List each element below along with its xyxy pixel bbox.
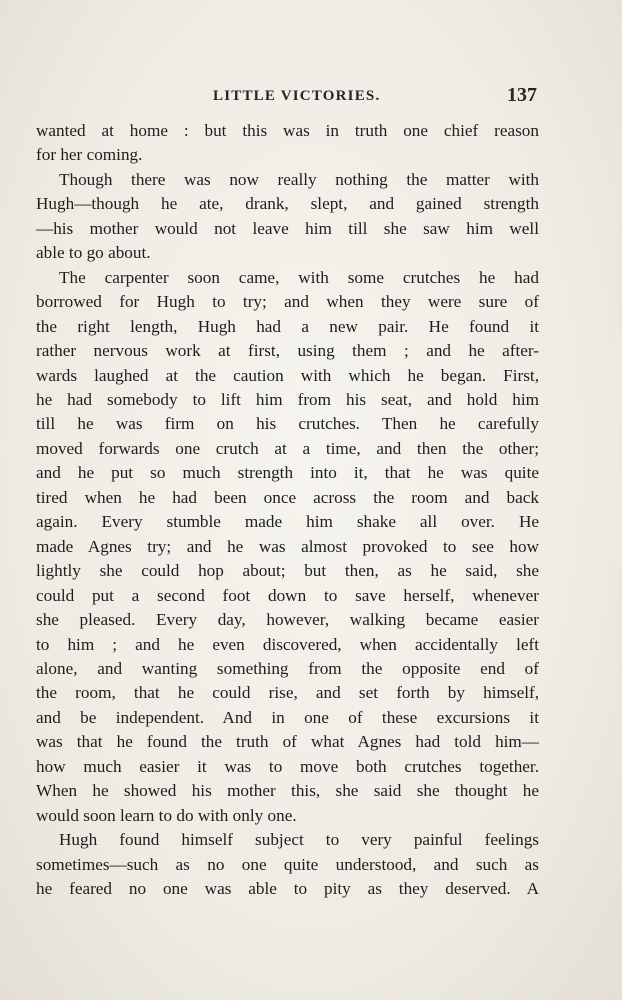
- text-line: how much easier it was to move both crutches together.: [36, 756, 539, 776]
- paragraph: [36, 168, 539, 266]
- text-line: the room, that he could rise, and set forth by himself,: [36, 683, 539, 703]
- running-head: LITTLE VICTORIES.: [213, 88, 381, 104]
- text-line: rather nervous work at first, using them ; and he after-: [36, 341, 539, 361]
- page-number: 137: [507, 84, 537, 106]
- text-line: —his mother would not leave him till she saw him well: [36, 218, 539, 238]
- text-line: wanted at home : but this was in truth one chief reason: [36, 121, 539, 140]
- text-line: lightly she could hop about; but then, as he said, she: [36, 561, 539, 581]
- text-line: and be independent. And in one of these excursions it: [36, 707, 539, 727]
- text-line: he feared no one was able to pity as they deserved. A: [36, 879, 539, 899]
- text-line: Though there was now really nothing the matter with: [59, 169, 539, 189]
- text-line: Hugh—though he ate, drank, slept, and gained strength: [36, 194, 539, 214]
- text-line: alone, and wanting something from the opposite end of: [36, 658, 539, 678]
- paragraph: [36, 828, 539, 901]
- text-line: for her coming.: [36, 145, 143, 165]
- text-line: she pleased. Every day, however, walking became easier: [36, 610, 539, 630]
- text-line: was that he found the truth of what Agnes had told him—: [36, 732, 539, 752]
- page-header: [36, 84, 539, 108]
- text-line: tired when he had been once across the room and back: [36, 487, 539, 507]
- text-line: When he showed his mother this, she said she thought he: [36, 781, 539, 801]
- text-line: able to go about.: [36, 243, 151, 263]
- text-line: the right length, Hugh had a new pair. He found it: [36, 316, 539, 336]
- text-line: till he was firm on his crutches. Then he carefully: [36, 414, 539, 434]
- text-line: The carpenter soon came, with some crutches he had: [59, 267, 539, 287]
- text-line: and he put so much strength into it, that he was quite: [36, 463, 539, 483]
- text-line: again. Every stumble made him shake all over. He: [36, 512, 539, 532]
- text-line: to him ; and he even discovered, when accidentally left: [36, 634, 539, 654]
- text-line: made Agnes try; and he was almost provoked to see how: [36, 536, 539, 556]
- paragraph: [36, 266, 539, 828]
- text-line: Hugh found himself subject to very painful feelings: [59, 830, 539, 850]
- text-line: sometimes—such as no one quite understood, and such as: [36, 854, 539, 874]
- page-body: [36, 119, 539, 902]
- text-line: would soon learn to do with only one.: [36, 805, 297, 825]
- text-line: he had somebody to lift him from his seat, and hold him: [36, 389, 539, 409]
- text-line: wards laughed at the caution with which he began. First,: [36, 365, 539, 385]
- paragraph: [36, 119, 539, 168]
- text-line: could put a second foot down to save herself, whenever: [36, 585, 539, 605]
- text-line: borrowed for Hugh to try; and when they were sure of: [36, 292, 539, 312]
- text-line: moved forwards one crutch at a time, and then the other;: [36, 438, 539, 458]
